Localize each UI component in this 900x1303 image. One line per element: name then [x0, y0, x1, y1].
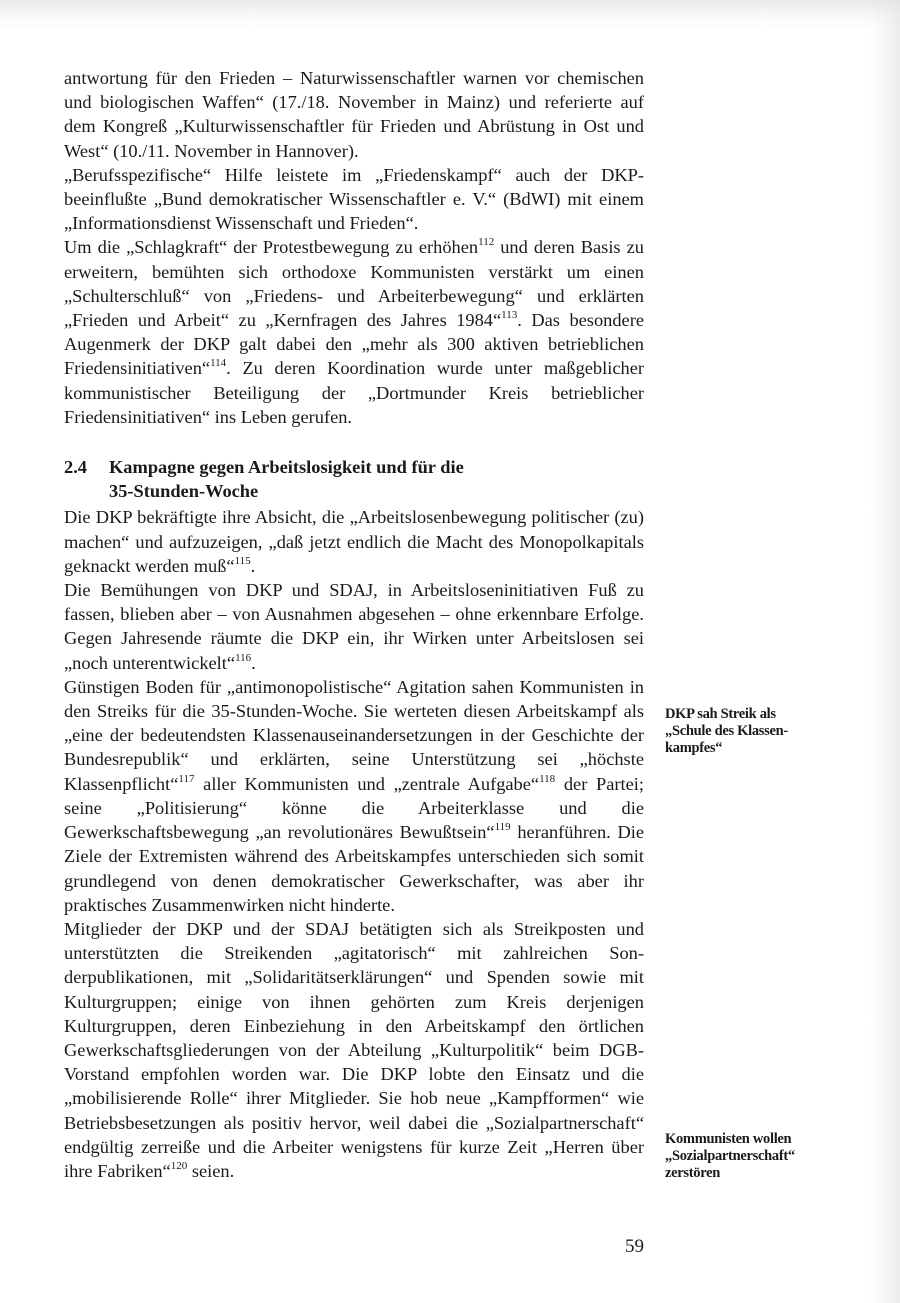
- margin-note-line: zerstören: [665, 1165, 721, 1181]
- text-run: Um die „Schlagkraft“ der Protestbewegung zu erhöhen: [64, 237, 479, 258]
- margin-note-line: kampfes“: [665, 740, 723, 756]
- paragraph-bdwi: „Berufsspezifische“ Hilfe leistete im „Friedenskampf“ auch der DKP-beeinflußte „Bund demokratischer Wissenschaftler e. V.“ (BdWI) mit einem „Informationsdienst Wissenschaft und Frieden“.: [64, 164, 644, 234]
- footnote-ref: 113: [501, 309, 518, 322]
- footnote-ref: 118: [539, 772, 556, 785]
- section-title-line: 35-Stunden-Woche: [109, 481, 259, 502]
- margin-note-streik: [665, 706, 855, 757]
- text-run: . Zu deren Koordination wurde unter maßgeblicher kommunistischer Beteiligung der „Dortmunder Kreis betrieblicher Friedensinitiativen“ ins Leben gerufen.: [64, 358, 644, 427]
- footnote-ref: 115: [234, 554, 251, 567]
- footnote-ref: 117: [178, 772, 195, 785]
- text-run: der Partei; seine „Politisierung“ könne die Arbeiterklasse und die Gewerkschaftsbewegung „an revolutionäres Bewußtsein“: [64, 773, 644, 843]
- text-run: Die DKP bekräftigte ihre Absicht, die „Arbeitslosenbewegung politischer (zu) machen“ und aufzuzeigen, „daß jetzt endlich die Macht des Monopolkapitals geknackt werden muß“: [64, 507, 644, 576]
- footnote-ref: 112: [478, 236, 495, 249]
- paragraph-arbeitslosenbewegung: [64, 505, 644, 578]
- scan-shadow: [870, 0, 900, 1303]
- section-number: 2.4: [64, 457, 87, 478]
- text-run: Mitglieder der DKP und der SDAJ betätigten sich als Streikposten und unterstützten die Streikenden „agitatorisch“ mit zahlreichen Sonderpublikationen, mit „Solidaritätserklärungen“ und Spenden sowie mit Kulturgruppen; einige von ihnen gehörten zum Kreis derjenigen Kulturgruppen, deren Einbeziehung in den Arbeitskampf den örtlichen Gewerkschaftsgliederungen von der Abteilung „Kulturpolitik“ beim DGB-Vorstand empfohlen worden war. Die DKP lobte den Einsatz und die „mobilisierende Rolle“ ihrer Mitglieder. Sie hob neue „Kampfformen“ wie Betriebsbesetzungen als positiv hervor, weil dabei die „Sozialpartnerschaft“ endgültig zerreiße und die Arbeiter wenigstens für kurze Zeit „Herren über ihre Fabriken“: [64, 918, 644, 1181]
- text-run: heranführen. Die Ziele der Extremisten während des Arbeitskampfes unterschieden sich somit grundlegend von denen demokratischer Gewerkschafter, was aber ihr praktisches Zusammenwirken nicht hinderte.: [64, 822, 644, 915]
- paragraph-schlagkraft: [64, 235, 644, 429]
- text-run: .: [250, 555, 256, 576]
- text-run: . Das besondere Augenmerk der DKP galt dabei den „mehr als 300 aktiven betrieblichen Friedensinitiativen“: [64, 310, 644, 379]
- text-run: seien.: [187, 1160, 235, 1181]
- margin-note-sozialpartnerschaft: [665, 1131, 855, 1182]
- margin-note-line: „Schule des Klassen-: [665, 723, 788, 739]
- margin-note-line: Kommunisten wollen: [665, 1131, 792, 1147]
- text-run: Günstigen Boden für „antimonopolistische“ Agitation sahen Kommunisten in den Streiks für die 35-Stunden-Woche. Sie werteten diesen Arbeitskampf als „eine der bedeutendsten Klassenauseinandersetzungen in der Geschichte der Bundesrepublik“ und erklärten, seine Unterstützung sei „höchste Klassenpflicht“: [64, 676, 644, 794]
- text-run: Die Bemühungen von DKP und SDAJ, in Arbeitsloseninitiativen Fuß zu fassen, blieben aber – von Ausnahmen abgesehen – ohne erkennbare Erfolge. Gegen Jahresende räumte die DKP ein, ihr Wirken unter Arbeitslosen sei „noch unterentwickelt“: [64, 580, 644, 673]
- paragraph-streikposten: [64, 917, 644, 1183]
- section-title: [109, 455, 644, 503]
- margin-note-line: „Sozialpartnerschaft“: [665, 1148, 795, 1164]
- footnote-ref: 114: [210, 357, 227, 370]
- page-number: 59: [625, 1236, 644, 1257]
- section-heading: [64, 455, 644, 503]
- paragraph-arbeitsloseninitiativen: [64, 578, 644, 675]
- main-text-column: [64, 66, 644, 1183]
- text-run: .: [251, 652, 256, 673]
- text-run: aller Kommunisten und „zentrale Aufgabe“: [194, 773, 540, 794]
- footnote-ref: 116: [235, 651, 252, 664]
- paragraph-continuation: antwortung für den Frieden – Naturwissenschaftler warnen vor chemischen und biologischen Waffen“ (17./18. November in Mainz) und referierte auf dem Kongreß „Kulturwissenschaftler für Frieden und Abrüstung in Ost und West“ (10./11. November in Hannover).: [64, 68, 644, 161]
- paragraph-streiks: [64, 675, 644, 917]
- section-title-line: Kampagne gegen Arbeitslosigkeit und für die: [109, 457, 464, 478]
- footnote-ref: 120: [170, 1159, 188, 1172]
- text-run: und deren Basis zu erweitern, bemühten sich orthodoxe Kommunisten verstärkt um einen „Schulterschluß“ von „Friedens- und Arbeiterbewegung“ und erklärten „Frieden und Arbeit“ zu „Kernfragen des Jahres 1984“: [64, 237, 644, 331]
- margin-note-line: DKP sah Streik als: [665, 706, 776, 722]
- footnote-ref: 119: [494, 821, 511, 834]
